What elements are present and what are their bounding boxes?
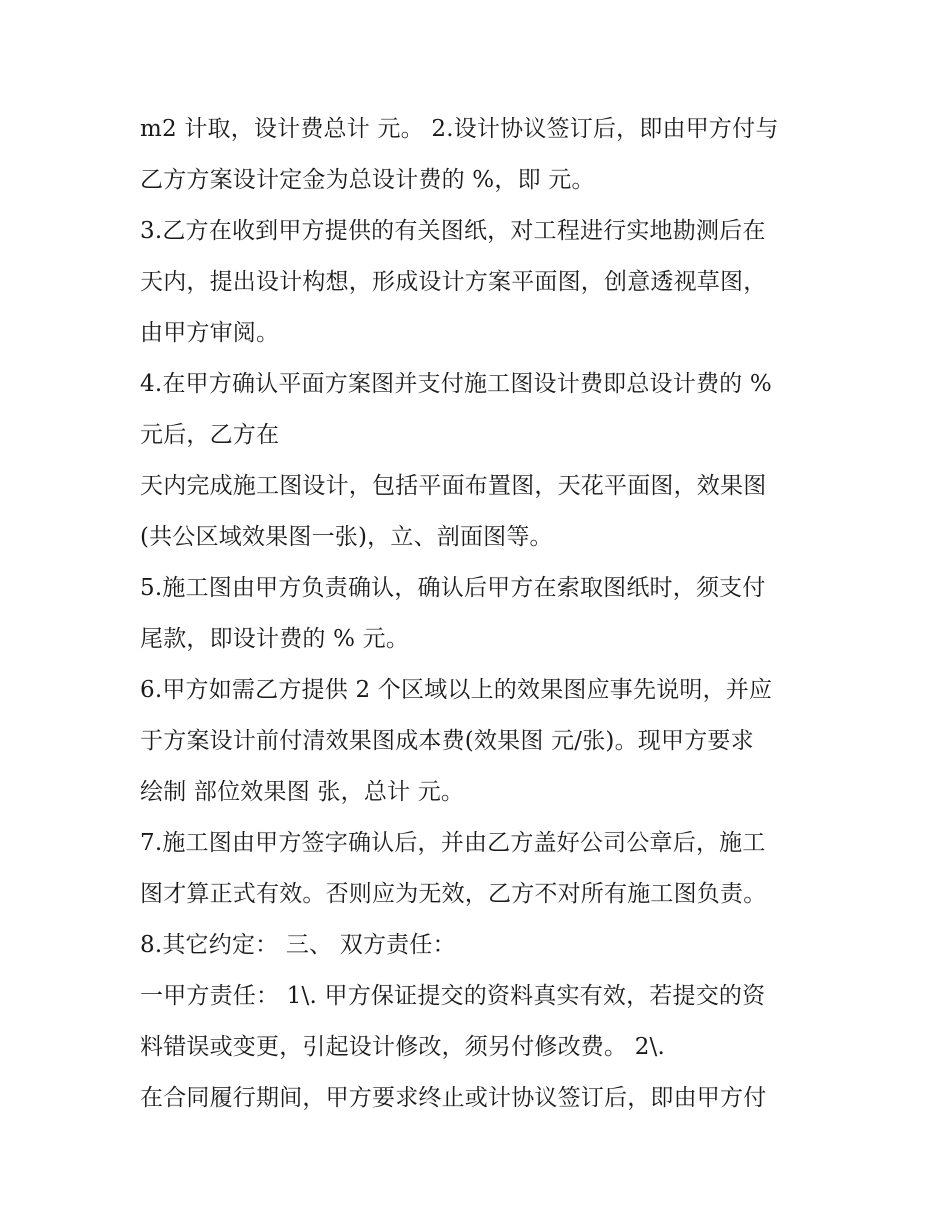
text-line: 由甲方审阅。 <box>140 320 280 346</box>
text-line: 7.施工图由甲方签字确认后，并由乙方盖好公司公章后，施工 <box>140 830 766 856</box>
text-line: m2 计取，设计费总计 元。 2.设计协议签订后，即由甲方付与 <box>140 116 779 142</box>
text-line: 天内，提出设计构想，形成设计方案平面图，创意透视草图， <box>140 269 767 295</box>
text-line: 图才算正式有效。否则应为无效，乙方不对所有施工图负责。 <box>140 881 767 907</box>
text-line: 8.其它约定： 三、 双方责任： <box>140 932 456 958</box>
text-line: 5.施工图由甲方负责确认，确认后甲方在索取图纸时，须支付 <box>140 575 766 601</box>
text-line: 6.甲方如需乙方提供 2 个区域以上的效果图应事先说明，并应 <box>140 677 773 703</box>
text-line: 天内完成施工图设计，包括平面布置图，天花平面图，效果图 <box>140 473 767 499</box>
text-line: 乙方方案设计定金为总设计费的 %，即 元。 <box>140 167 595 193</box>
text-line: 于方案设计前付清效果图成本费(效果图 元/张)。现甲方要求 <box>140 728 754 754</box>
text-line: 在合同履行期间，甲方要求终止或计协议签订后，即由甲方付 <box>140 1085 767 1111</box>
text-line: 一甲方责任： 1\. 甲方保证提交的资料真实有效，若提交的资 <box>140 983 766 1009</box>
text-line: 料错误或变更，引起设计修改，须另付修改费。 2\. <box>140 1034 666 1060</box>
text-line: 元后，乙方在 <box>140 422 280 448</box>
text-line: 绘制 部位效果图 张，总计 元。 <box>140 779 465 805</box>
document-body <box>140 104 820 1124</box>
text-line: 3.乙方在收到甲方提供的有关图纸，对工程进行实地勘测后在 <box>140 218 766 244</box>
text-line: (共公区域效果图一张)，立、剖面图等。 <box>140 524 553 550</box>
text-line: 尾款，即设计费的 % 元。 <box>140 626 410 652</box>
text-line: 4.在甲方确认平面方案图并支付施工图设计费即总设计费的 % <box>140 371 772 397</box>
